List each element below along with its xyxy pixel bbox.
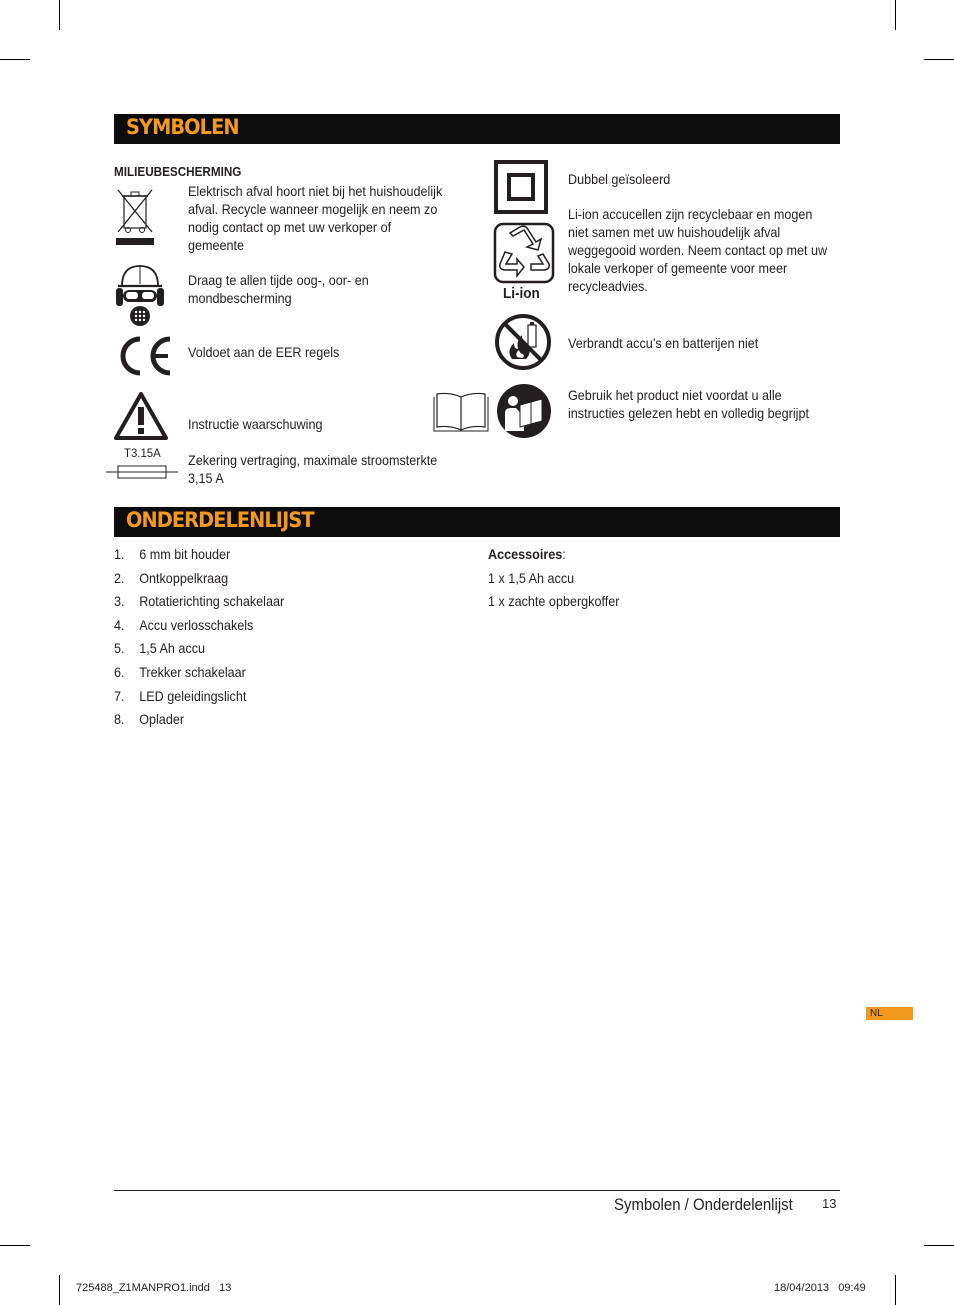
crop-mark xyxy=(0,1245,30,1246)
item-label: LED geleidingslicht xyxy=(139,687,247,704)
item-number: 4. xyxy=(114,616,125,633)
footer-section-title: Symbolen / Onderdelenlijst xyxy=(614,1195,793,1214)
crop-mark xyxy=(924,59,954,60)
list-item xyxy=(114,567,284,591)
double-insulation-icon xyxy=(494,160,548,214)
crop-mark xyxy=(924,1245,954,1246)
list-item xyxy=(114,637,284,661)
protection-text: Draag te allen tijde oog-, oor- en mondbescherming xyxy=(188,272,369,306)
safety-helmet-icon xyxy=(114,262,166,328)
weee-text: Elektrisch afval hoort niet bij het huishoudelijk afval. Recycle wanneer mogelijk en neem zo nodig contact op met uw verkoper of gemeente xyxy=(188,183,443,253)
list-item xyxy=(114,661,284,685)
item-number: 5. xyxy=(114,640,125,657)
onderdelen-heading: ONDERDELENLIJST xyxy=(126,508,314,532)
page-number: 13 xyxy=(822,1196,837,1211)
footer-rule xyxy=(114,1190,840,1191)
onderdelen-heading-band xyxy=(114,507,840,537)
item-label: 6 mm bit houder xyxy=(139,546,231,562)
crop-mark xyxy=(0,59,30,60)
item-number: 6. xyxy=(114,663,125,680)
li-ion-recycle-icon xyxy=(493,222,555,284)
crop-mark xyxy=(59,0,60,30)
fuse-text: Zekering vertraging, maximale stroomsterkte 3,15 A xyxy=(188,452,438,486)
list-item: 1 x zachte opbergkoffer xyxy=(488,593,620,610)
symbolen-heading: SYMBOLEN xyxy=(126,115,239,139)
list-item xyxy=(114,708,284,732)
crop-mark xyxy=(895,0,896,30)
item-label: Ontkoppelkraag xyxy=(139,569,229,586)
list-item xyxy=(114,685,284,709)
warning-triangle-icon xyxy=(113,391,169,441)
book-icon xyxy=(432,389,490,433)
item-number: 8. xyxy=(114,711,125,728)
print-file-info: 725488_Z1MANPRO1.indd 13 xyxy=(76,1282,232,1294)
symbolen-heading-band xyxy=(114,114,840,144)
item-number: 3. xyxy=(114,593,125,610)
crop-mark xyxy=(59,1275,60,1305)
language-tab xyxy=(866,1007,913,1020)
crop-mark xyxy=(895,1275,896,1305)
parts-list xyxy=(114,543,284,732)
item-number: 1. xyxy=(114,546,125,562)
ce-mark-icon xyxy=(114,336,174,376)
read-manual-text: Gebruik het product niet voordat u alle instructies gelezen hebt en volledig begrijpt xyxy=(568,387,809,421)
language-tab-label: NL xyxy=(870,1008,883,1019)
milieu-label: MILIEUBESCHERMING xyxy=(114,164,242,179)
list-item xyxy=(114,614,284,638)
accessoires-colon: : xyxy=(562,546,566,562)
accessoires-list xyxy=(488,543,619,614)
wheelie-bin-crossed-icon xyxy=(114,186,156,248)
no-fire-battery-icon xyxy=(494,313,552,371)
print-date-info: 18/04/2013 09:49 xyxy=(774,1282,866,1294)
item-number: 2. xyxy=(114,569,125,586)
warning-text: Instructie waarschuwing xyxy=(188,416,323,432)
item-label: Oplader xyxy=(139,711,185,728)
list-item xyxy=(114,590,284,614)
fuse-icon xyxy=(106,462,178,482)
read-manual-icon xyxy=(496,383,552,439)
fuse-icon-label: T3.15A xyxy=(124,446,161,460)
accessoires-heading xyxy=(488,543,619,567)
li-ion-label: Li-ion xyxy=(503,285,540,302)
item-label: 1,5 Ah accu xyxy=(139,640,206,657)
item-label: Trekker schakelaar xyxy=(139,663,246,680)
ce-text: Voldoet aan de EER regels xyxy=(188,344,340,360)
double-insulation-text: Dubbel geïsoleerd xyxy=(568,171,671,187)
item-label: Rotatierichting schakelaar xyxy=(139,593,285,610)
list-item: 1 x 1,5 Ah accu xyxy=(488,569,575,586)
item-label: Accu verlosschakels xyxy=(139,616,254,633)
item-number: 7. xyxy=(114,687,125,704)
accessoires-label: Accessoires xyxy=(488,546,563,562)
list-item xyxy=(114,543,284,567)
no-fire-text: Verbrandt accu’s en batterijen niet xyxy=(568,335,759,351)
li-ion-text: Li-ion accucellen zijn recyclebaar en mogen niet samen met uw huishoudelijk afval weggegooid worden. Neem contact op met uw lokale verkoper of gemeente voor meer recycleadvies. xyxy=(568,206,828,294)
